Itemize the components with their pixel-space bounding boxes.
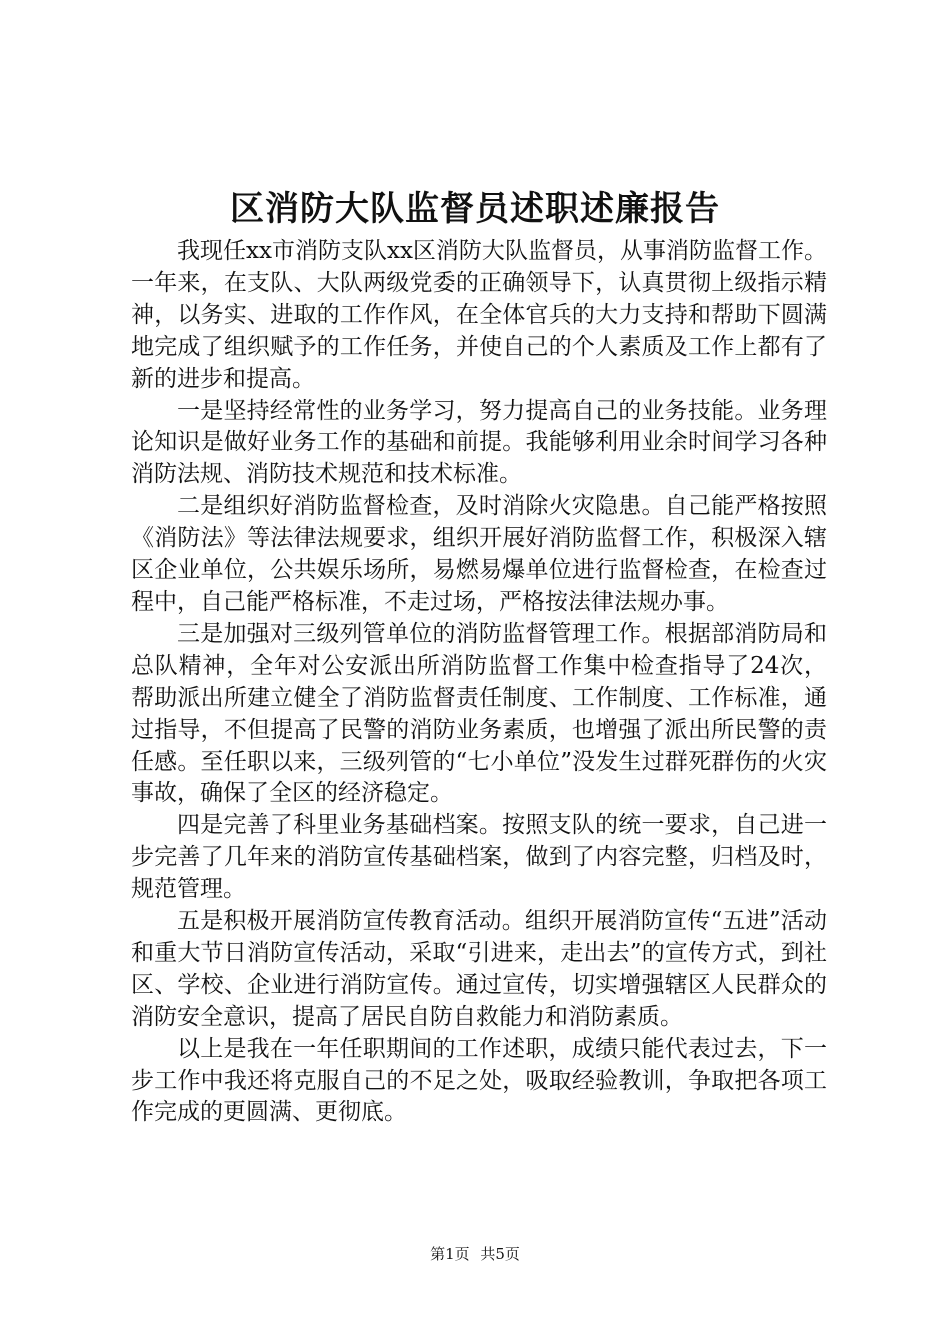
- paragraph-point-3: 三是加强对三级列管单位的消防监督管理工作。根据部消防局和总队精神，全年对公安派出所消防监督工作集中检查指导了24次，帮助派出所建立健全了消防监督责任制度、工作制度、工作标准，通过指导，不但提高了民警的消防业务素质，也增强了派出所民警的责任感。至任职以来，三级列管的“七小单位”没发生过群死群伤的火灾事故，确保了全区的经济稳定。: [131, 620, 827, 807]
- paragraph-point-2: 二是组织好消防监督检查，及时消除火灾隐患。自己能严格按照《消防法》等法律法规要求，组织开展好消防监督工作，积极深入辖区企业单位，公共娱乐场所，易燃易爆单位进行监督检查，在检查过程中，自己能严格标准，不走过场，严格按法律法规办事。: [131, 493, 827, 615]
- paragraph-conclusion: 以上是我在一年任职期间的工作述职，成绩只能代表过去，下一步工作中我还将克服自己的不足之处，吸取经验教训，争取把各项工作完成的更圆满、更彻底。: [131, 1035, 827, 1126]
- page-total: 共5页: [480, 1245, 520, 1263]
- document-title: 区消防大队监督员述职述廉报告: [230, 189, 720, 229]
- paragraph-intro: 我现任xx市消防支队xx区消防大队监督员，从事消防监督工作。一年来，在支队、大队两级党委的正确领导下，认真贯彻上级指示精神，以务实、进取的工作作风，在全体官兵的大力支持和帮助下圆满地完成了组织赋予的工作任务，并使自己的个人素质及工作上都有了新的进步和提高。: [131, 238, 827, 392]
- paragraph-point-1: 一是坚持经常性的业务学习，努力提高自己的业务技能。业务理论知识是做好业务工作的基础和前提。我能够利用业余时间学习各种消防法规、消防技术规范和技术标准。: [131, 397, 827, 488]
- page-number: 第1页: [430, 1245, 470, 1263]
- paragraph-point-5: 五是积极开展消防宣传教育活动。组织开展消防宣传“五进”活动和重大节日消防宣传活动，采取“引进来，走出去”的宣传方式，到社区、学校、企业进行消防宣传。通过宣传，切实增强辖区人民群众的消防安全意识，提高了居民自防自救能力和消防素质。: [131, 908, 827, 1030]
- page-footer: [0, 1243, 950, 1265]
- document-body: [131, 236, 827, 1129]
- paragraph-point-4: 四是完善了科里业务基础档案。按照支队的统一要求，自己进一步完善了几年来的消防宣传基础档案，做到了内容完整，归档及时，规范管理。: [131, 812, 827, 903]
